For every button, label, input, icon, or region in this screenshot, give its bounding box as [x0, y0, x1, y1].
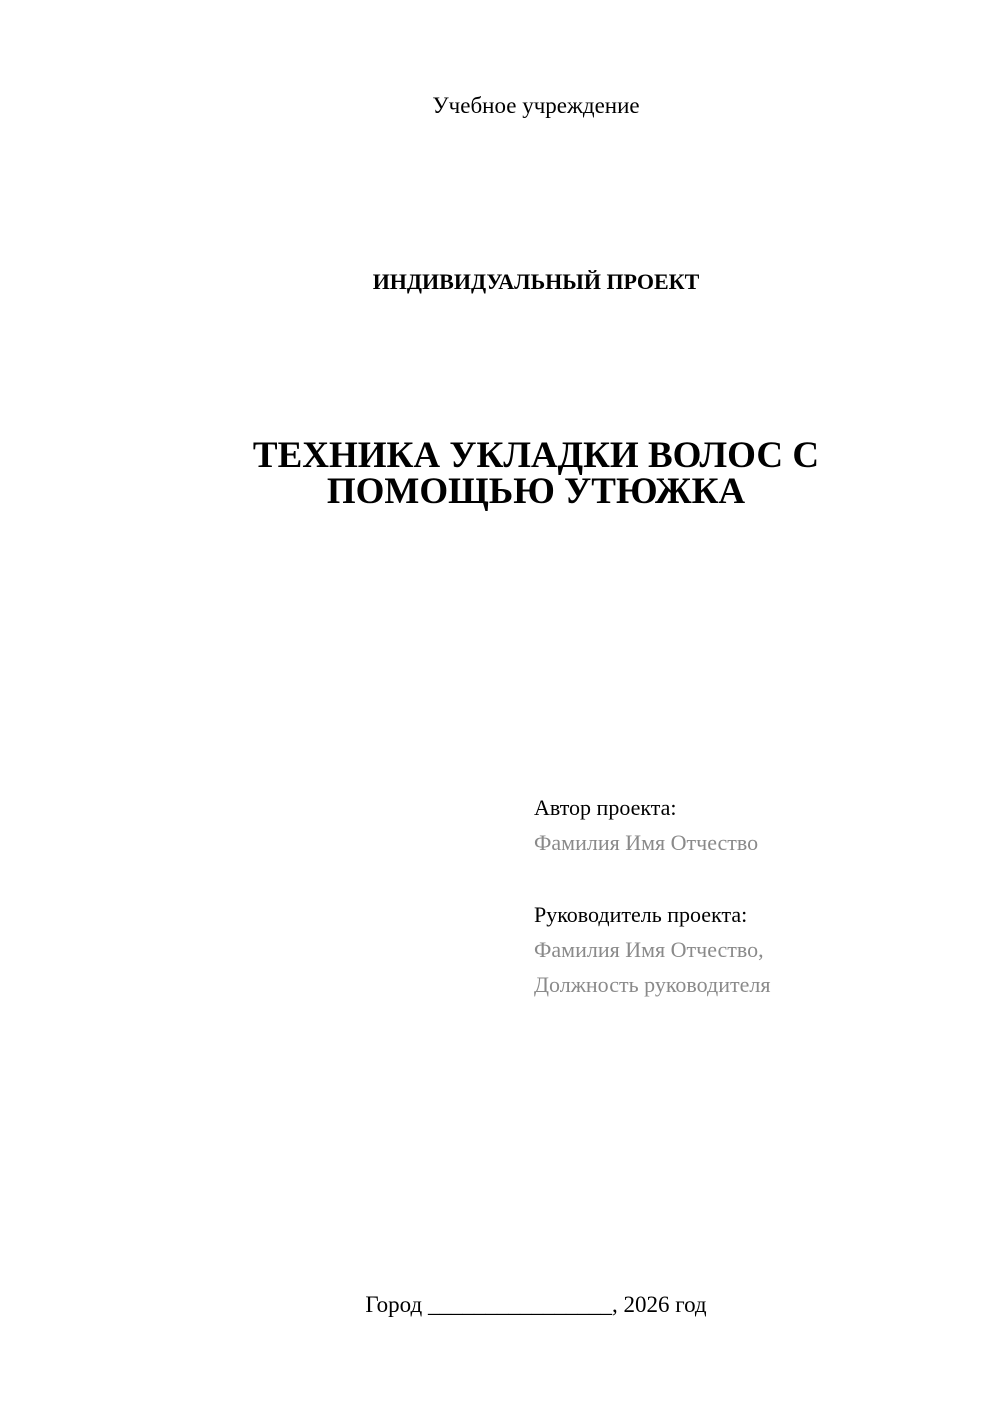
author-info — [534, 790, 974, 860]
author-name: Фамилия Имя Отчество — [534, 830, 759, 855]
city-year-footer: Город ________________, 2026 год — [365, 1292, 707, 1317]
supervisor-position: Должность руководителя — [534, 972, 771, 997]
supervisor-label: Руководитель проекта: — [534, 902, 748, 927]
supervisor-info — [534, 897, 974, 1002]
project-info — [534, 790, 974, 1002]
author-label: Автор проекта: — [534, 795, 677, 820]
institution-name: Учебное учреждение — [432, 93, 640, 118]
title-line-1: ТЕХНИКА УКЛАДКИ ВОЛОС С — [252, 435, 820, 476]
document-type: ИНДИВИДУАЛЬНЫЙ ПРОЕКТ — [372, 269, 700, 294]
title-line-2: ПОМОЩЬЮ УТЮЖКА — [326, 471, 746, 512]
supervisor-name: Фамилия Имя Отчество, — [534, 937, 764, 962]
document-title — [0, 435, 1000, 512]
